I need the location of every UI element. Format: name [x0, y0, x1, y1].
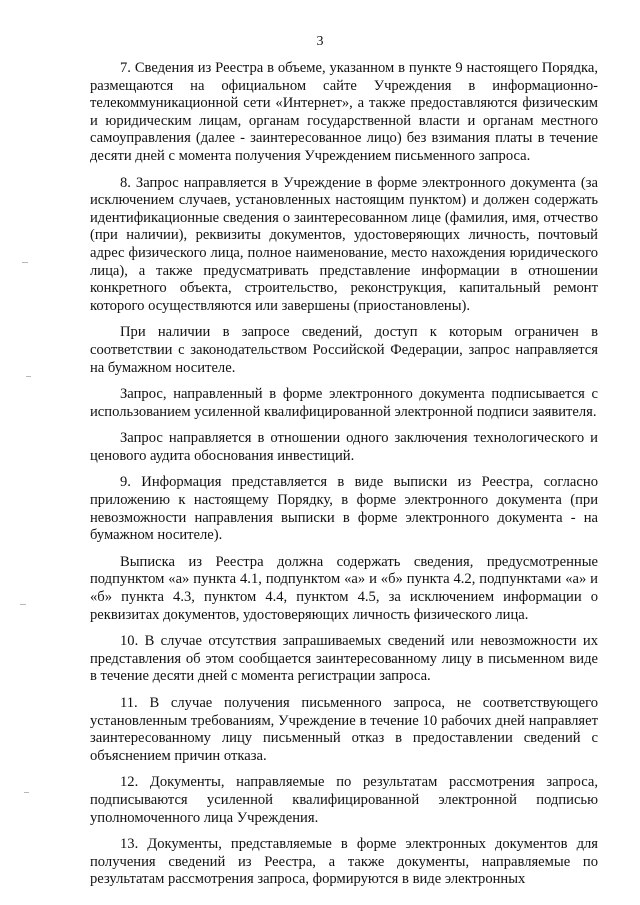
- paragraph-8-electronic-signature: Запрос, направленный в форме электронного документа подписывается с использованием усиленной квалифицированной электронной подписи заявителя.: [90, 386, 598, 420]
- paragraph-8: 8. Запрос направляется в Учреждение в форме электронного документа (за исключением случаев, установленных настоящим пунктом) и должен содержать идентификационные сведения о заинтересованном лице (фамилия, имя, отчество (при наличии), реквизиты документов, удостоверяющих личность, почтовый адрес физического лица, полное наименование, место нахождения юридического лица), а также предусматривать представление информации в отношении конкретного объекта, строительство, реконструкция, капитальный ремонт которого осуществляются или завершены (приостановлены).: [90, 174, 598, 314]
- paragraph-8-single-conclusion: Запрос направляется в отношении одного заключения технологического и ценового аудита обоснования инвестиций.: [90, 430, 598, 464]
- paragraph-13: 13. Документы, представляемые в форме электронных документов для получения сведений из Реестра, а также документы, направляемые по результатам рассмотрения запроса, формируются в виде электронных: [90, 836, 598, 888]
- scan-artifact: [22, 262, 28, 263]
- scan-artifact: [24, 792, 29, 793]
- document-body: [90, 60, 598, 889]
- paragraph-8-restricted-info: При наличии в запросе сведений, доступ к которым ограничен в соответствии с законодательством Российской Федерации, запрос направляется на бумажном носителе.: [90, 324, 598, 376]
- page-number: 3: [316, 34, 324, 49]
- paragraph-12: 12. Документы, направляемые по результатам рассмотрения запроса, подписываются усиленной квалифицированной электронной подписью уполномоченного лица Учреждения.: [90, 774, 598, 826]
- scan-artifact: [20, 604, 26, 605]
- scan-artifact: [26, 376, 31, 377]
- paragraph-9-extract-contents: Выписка из Реестра должна содержать сведения, предусмотренные подпунктом «а» пункта 4.1, подпунктом «а» и «б» пункта 4.2, подпунктами «а» и «б» пункта 4.3, пунктом 4.4, пунктом 4.5, за исключением информации о реквизитах документов, удостоверяющих личность физического лица.: [90, 553, 598, 623]
- paragraph-7: 7. Сведения из Реестра в объеме, указанном в пункте 9 настоящего Порядка, размещаются на официальном сайте Учреждения в информационно-телекоммуникационной сети «Интернет», а также предоставляются физическим и юридическим лицам, органам государственной власти и органам местного самоуправления (далее - заинтересованное лицо) без взимания платы в течение десяти дней с момента получения Учреждением письменного запроса.: [90, 60, 598, 164]
- paragraph-10: 10. В случае отсутствия запрашиваемых сведений или невозможности их представления об этом сообщается заинтересованному лицу в письменном виде в течение десяти дней с момента регистрации запроса.: [90, 633, 598, 685]
- paragraph-9: 9. Информация представляется в виде выписки из Реестра, согласно приложению к настоящему Порядку, в форме электронного документа (при невозможности направления выписки в форме электронного документа - на бумажном носителе).: [90, 474, 598, 544]
- paragraph-11: 11. В случае получения письменного запроса, не соответствующего установленным требованиям, Учреждение в течение 10 рабочих дней направляет заинтересованному лицу письменный отказ в предоставлении сведений с объяснением причин отказа.: [90, 695, 598, 764]
